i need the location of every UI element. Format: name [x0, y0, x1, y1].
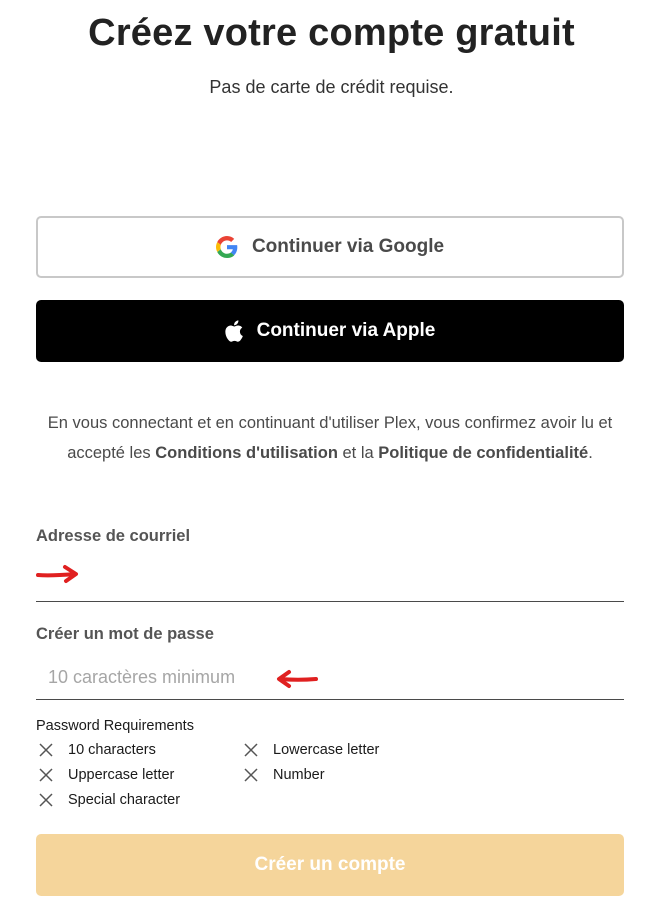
close-x-icon	[38, 742, 54, 758]
requirement-label: Special character	[68, 792, 181, 808]
page-title: Créez votre compte gratuit	[88, 12, 575, 54]
apple-logo-icon	[225, 320, 243, 342]
legal-notice	[40, 408, 620, 468]
requirement-item	[243, 767, 325, 783]
requirement-item	[38, 767, 174, 783]
continue-with-apple-button[interactable]	[36, 300, 624, 362]
password-requirements-title: Password Requirements	[36, 718, 194, 734]
annotation-arrow-left-icon	[274, 669, 320, 689]
requirement-label: Lowercase letter	[273, 742, 380, 758]
annotation-arrow-right-icon	[35, 564, 81, 584]
legal-text: En vous connectant et en continuant d'utiliser Plex, vous confirmez avoir lu et accepté les	[47, 414, 613, 462]
requirement-label: Uppercase letter	[68, 767, 175, 783]
close-x-icon	[243, 742, 259, 758]
requirement-item	[38, 742, 156, 758]
close-x-icon	[243, 767, 259, 783]
continue-with-google-button[interactable]	[36, 216, 624, 278]
email-field[interactable]	[36, 558, 624, 602]
password-label: Créer un mot de passe	[36, 625, 214, 643]
requirement-label: 10 characters	[68, 742, 156, 758]
requirement-item	[38, 792, 180, 808]
email-label: Adresse de courriel	[36, 527, 191, 545]
page-subtitle: Pas de carte de crédit requise.	[209, 77, 454, 97]
google-g-icon	[216, 236, 238, 258]
requirement-item	[243, 742, 379, 758]
close-x-icon	[38, 767, 54, 783]
legal-and-text: et la	[337, 444, 379, 462]
close-x-icon	[38, 792, 54, 808]
password-field[interactable]	[36, 656, 624, 700]
terms-link[interactable]: Conditions d'utilisation	[155, 444, 338, 462]
legal-end: .	[588, 444, 593, 462]
google-button-label: Continuer via Google	[251, 236, 445, 257]
privacy-policy-link[interactable]: Politique de confidentialité	[378, 444, 589, 462]
create-account-button[interactable]: Créer un compte	[36, 834, 624, 896]
apple-button-label: Continuer via Apple	[256, 320, 436, 341]
requirement-label: Number	[273, 767, 325, 783]
